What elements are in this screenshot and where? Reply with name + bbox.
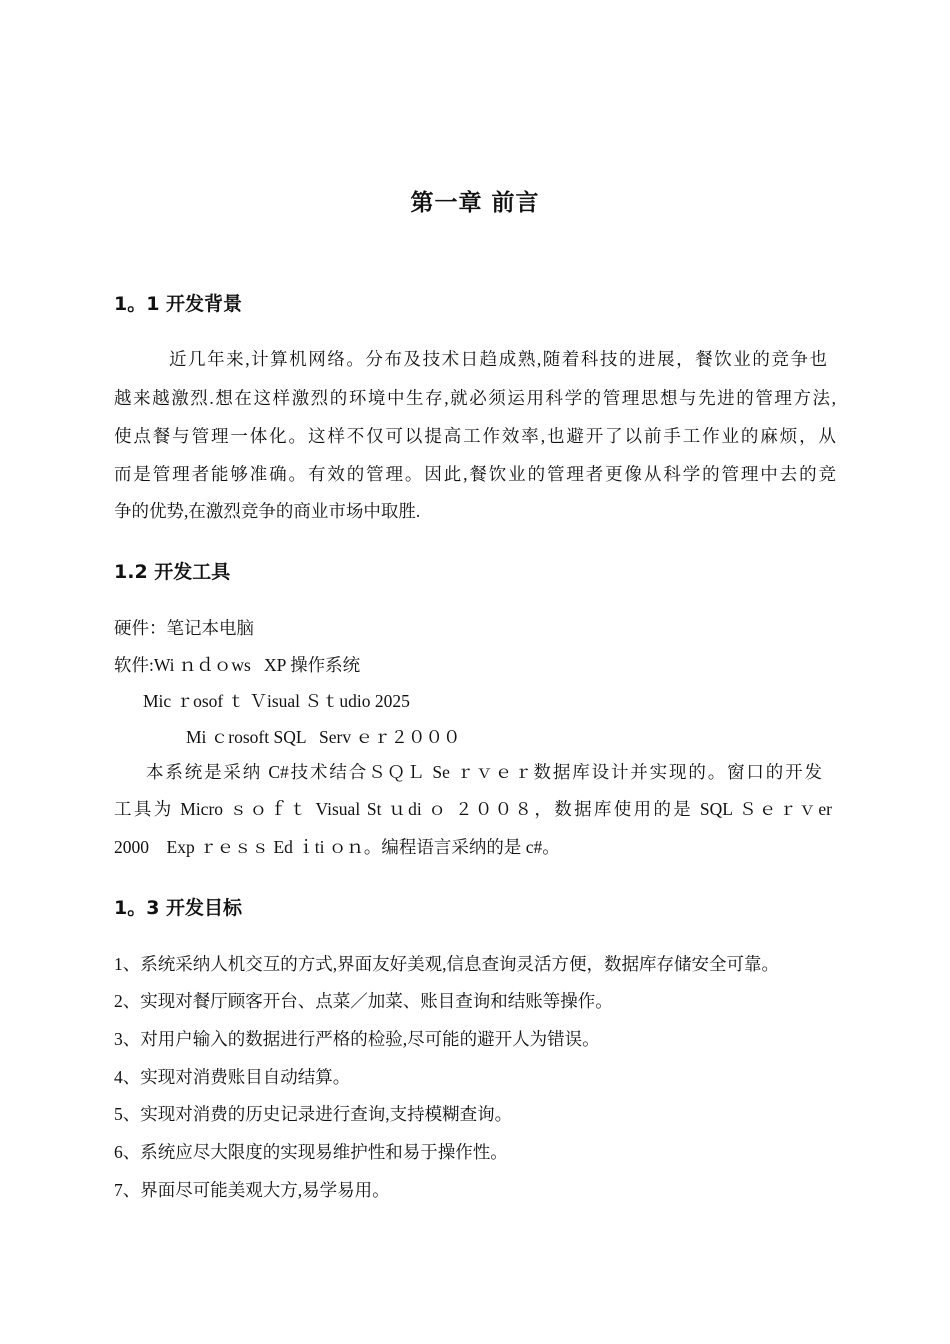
list-item: 2、实现对餐厅顾客开台、点菜／加菜、账目查询和结账等操作。 <box>114 991 613 1011</box>
paragraph-line: 工具为 Micro ｓｏｆｔ Visual St ｕdi ｏ ２００８，数据库使用的是 SQL Ｓｅｒｖer <box>114 799 832 819</box>
paragraph-line: 而是管理者能够准确。有效的管理。因此,餐饮业的管理者更像从科学的管理中去的竞 <box>114 464 836 484</box>
list-item: 5、实现对消费的历史记录进行查询,支持模糊查询。 <box>114 1104 513 1124</box>
paragraph-line: 本系统是采纳 C#技术结合ＳＱＬ Se ｒｖｅｒ数据库设计并实现的。窗口的开发 <box>146 762 822 782</box>
section-heading-background: 1。1 开发背景 <box>114 293 243 315</box>
list-item: 4、实现对消费账目自动结算。 <box>114 1067 351 1087</box>
list-item: 3、对用户输入的数据进行严格的检验,尽可能的避开人为错误。 <box>114 1029 600 1049</box>
chapter-title: 第一章 前言 <box>410 190 540 216</box>
paragraph-line: 近几年来,计算机网络。分布及技术日趋成熟,随着科技的进展，餐饮业的竞争也 <box>169 349 827 369</box>
list-item: 6、系统应尽大限度的实现易维护性和易于操作性。 <box>114 1142 508 1162</box>
section-heading-tools: 1.2 开发工具 <box>114 561 231 583</box>
software-line: Mi ｃrosoft SQL Serv ｅｒ２０００ <box>186 727 461 747</box>
hardware-line: 硬件：笔记本电脑 <box>114 618 254 638</box>
software-line: 软件:Wi ｎｄｏws XP 操作系统 <box>114 655 361 675</box>
list-item: 1、系统采纳人机交互的方式,界面友好美观,信息查询灵活方便，数据库存储安全可靠。 <box>114 954 779 974</box>
software-line: Mic ｒosof ｔ Ｖisual Ｓｔudio 2025 <box>143 691 410 711</box>
paragraph-line: 使点餐与管理一体化。这样不仅可以提高工作效率,也避开了以前手工作业的麻烦，从 <box>114 426 836 446</box>
paragraph-line: 越来越激烈.想在这样激烈的环境中生存,就必须运用科学的管理思想与先进的管理方法, <box>114 388 836 408</box>
paragraph-line: 争的优势,在激烈竞争的商业市场中取胜. <box>114 501 421 521</box>
list-item: 7、界面尽可能美观大方,易学易用。 <box>114 1180 390 1200</box>
paragraph-line: 2000 Exp ｒｅｓｓ Ed ｉti ｏｎ。编程语言采纳的是 c#。 <box>114 837 560 857</box>
section-heading-goals: 1。3 开发目标 <box>114 897 243 919</box>
